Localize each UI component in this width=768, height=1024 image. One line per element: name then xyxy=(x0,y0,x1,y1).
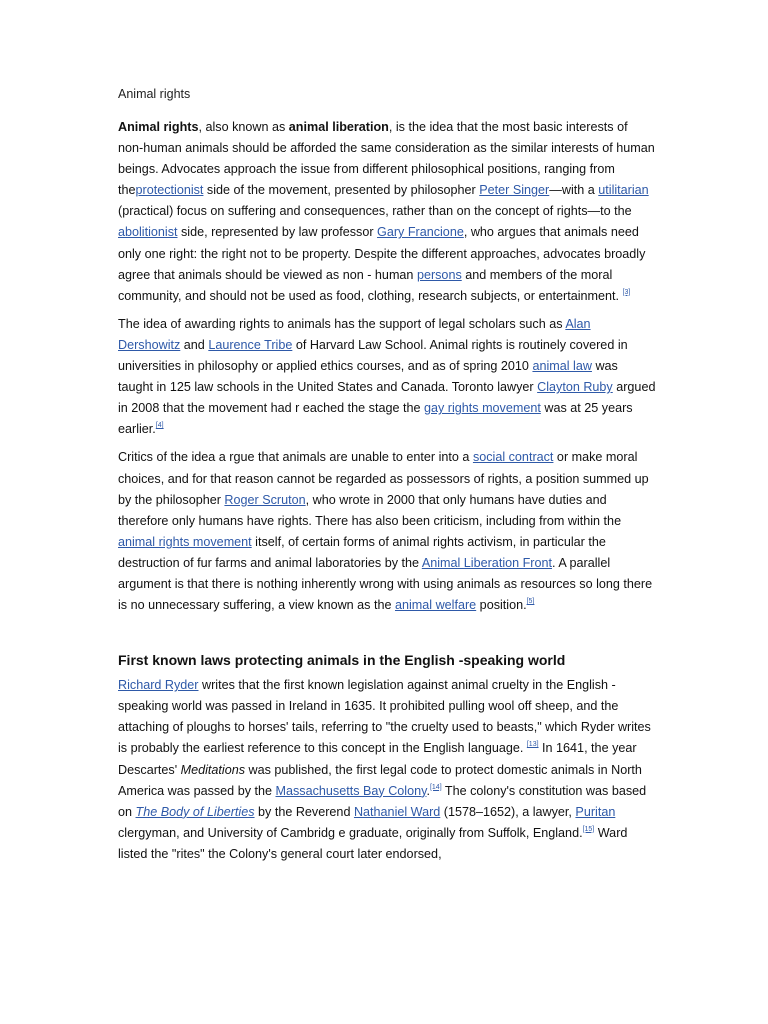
citation-link-14[interactable]: [14] xyxy=(429,783,442,791)
citation-link-4[interactable]: [4] xyxy=(155,422,164,430)
citation-5 xyxy=(527,598,535,605)
link-animal-law[interactable]: animal law xyxy=(532,359,592,374)
link-nathaniel-ward[interactable]: Nathaniel Ward xyxy=(353,804,441,819)
citation-15 xyxy=(583,826,595,833)
citation-14 xyxy=(430,784,442,791)
citation-link-5[interactable]: [5] xyxy=(526,598,535,606)
text-run: , also known as xyxy=(198,120,289,134)
italic-body-of-liberties: The Body of Liberties xyxy=(135,804,255,819)
intro-paragraph xyxy=(118,117,656,307)
text-run: clergyman, and University of Cambridg e graduate, originally from Suffolk, England. xyxy=(118,825,583,840)
text-run: side of the movement, presented by philosopher xyxy=(203,183,480,198)
citation-link-3[interactable]: [3] xyxy=(622,288,631,296)
text-run: was published, the first legal code to protect domestic animals in North America was passed by the xyxy=(118,762,642,798)
text-run: . xyxy=(426,783,430,798)
citation-3 xyxy=(623,289,631,296)
link-utilitarian[interactable]: utilitarian xyxy=(598,183,649,198)
link-animal-welfare[interactable]: animal welfare xyxy=(394,598,477,613)
italic-meditations: Meditations xyxy=(180,762,245,777)
link-persons[interactable]: persons xyxy=(416,267,462,282)
link-social-contract[interactable]: social contract xyxy=(472,450,554,465)
link-richard-ryder[interactable]: Richard Ryder xyxy=(118,678,199,693)
citation-13 xyxy=(527,741,539,748)
text-run: and members of the moral community, and should not be used as food, clothing, research subjects, or entertainment. xyxy=(118,267,623,303)
text-run: by the Reverend xyxy=(254,804,354,819)
text-run: itself, of certain forms of animal rights activism, in particular the destruction of fur farms and animal laboratories by the xyxy=(118,534,606,570)
link-gay-rights-movement[interactable]: gay rights movement xyxy=(423,401,541,416)
link-animal-rights-movement[interactable]: animal rights movement xyxy=(118,534,252,549)
section-heading: First known laws protecting animals in the English -speaking world xyxy=(118,652,566,669)
text-run: side, represented by law professor xyxy=(177,225,378,240)
text-run: , is the idea that the most basic interests of non-human animals should be afforded the same consideration as the similar interests of human beings. Advocates approach the issue from different philosophical positions, ranging from the xyxy=(118,120,655,198)
text-run: argued in 2008 that the movement had r eached the stage the xyxy=(118,380,656,416)
text-run: . A parallel argument is that there is nothing inherently wrong with using animals as resources so long there is no unnecessary suffering, a view known as the xyxy=(118,555,653,613)
text-run: The idea of awarding rights to animals has the support of legal scholars such as xyxy=(118,316,566,331)
link-animal-liberation-front[interactable]: Animal Liberation Front xyxy=(421,555,553,570)
citation-4 xyxy=(156,422,164,429)
document-page xyxy=(118,84,656,872)
text-run: or make moral choices, and for that reason cannot be regarded as possessors of rights, a position summed up by the philosopher xyxy=(118,450,649,507)
bold-term-animal-rights: Animal rights xyxy=(118,120,199,134)
support-paragraph xyxy=(118,314,656,441)
link-gary-francione[interactable]: Gary Francione xyxy=(377,225,464,240)
citation-link-13[interactable]: [13] xyxy=(526,741,539,749)
link-body-of-liberties[interactable] xyxy=(136,805,255,819)
text-run: writes that the first known legislation against animal cruelty in the English - speaking world was passed in Ireland in 1635. It prohibited pulling wool off sheep, and the attaching of ploughs to horses' tails, referring to "the cruelty used to beasts," which Ryder writes is probably the earliest reference to this concept in the English language. xyxy=(118,678,651,756)
text-run: was at 25 years earlier. xyxy=(118,401,633,437)
link-puritan[interactable]: Puritan xyxy=(575,804,616,819)
text-run: The colony's constitution was based on xyxy=(118,783,647,819)
text-run: (1578–1652), a lawyer, xyxy=(440,804,576,819)
text-run: , who wrote in 2000 that only humans have duties and therefore only humans have rights. There has also been criticism, including from within the xyxy=(118,492,622,528)
link-massachusetts-bay-colony[interactable]: Massachusetts Bay Colony xyxy=(275,783,427,798)
link-laurence-tribe[interactable]: Laurence Tribe xyxy=(208,337,293,352)
text-run: of Harvard Law School. Animal rights is routinely covered in universities in philosophy or applied ethics courses, and as of spring 2010 xyxy=(118,337,628,374)
link-peter-singer[interactable]: Peter Singer xyxy=(479,183,550,198)
text-run: (practical) focus on suffering and consequences, rather than on the concept of rights—to the xyxy=(118,204,632,219)
text-run: Critics of the idea a rgue that animals are unable to enter into a xyxy=(118,450,473,465)
text-run: was taught in 125 law schools in the United States and Canada. Toronto lawyer xyxy=(118,359,618,395)
link-roger-scruton[interactable]: Roger Scruton xyxy=(224,492,306,507)
text-run: , who argues that animals need only one right: the right not to be property. Despite the different approaches, advocates broadly agree that animals should be viewed as non - human xyxy=(118,225,646,282)
citation-link-15[interactable]: [15] xyxy=(582,825,595,833)
text-run: and xyxy=(180,337,209,352)
bold-term-animal-liberation: animal liberation xyxy=(288,120,389,134)
link-clayton-ruby[interactable]: Clayton Ruby xyxy=(537,380,613,395)
history-paragraph xyxy=(118,675,656,865)
link-abolitionist[interactable]: abolitionist xyxy=(118,225,178,240)
critics-paragraph xyxy=(118,447,656,616)
link-protectionist[interactable]: protectionist xyxy=(135,183,204,198)
document-title: Animal rights xyxy=(118,87,191,101)
link-alan-dershowitz[interactable]: Alan Dershowitz xyxy=(118,316,591,352)
text-run: In 1641, the year Descartes' xyxy=(118,741,637,777)
text-run: —with a xyxy=(549,183,599,198)
text-run: Ward listed the "rites" the Colony's general court later endorsed, xyxy=(118,825,628,861)
text-run: position. xyxy=(476,598,527,613)
